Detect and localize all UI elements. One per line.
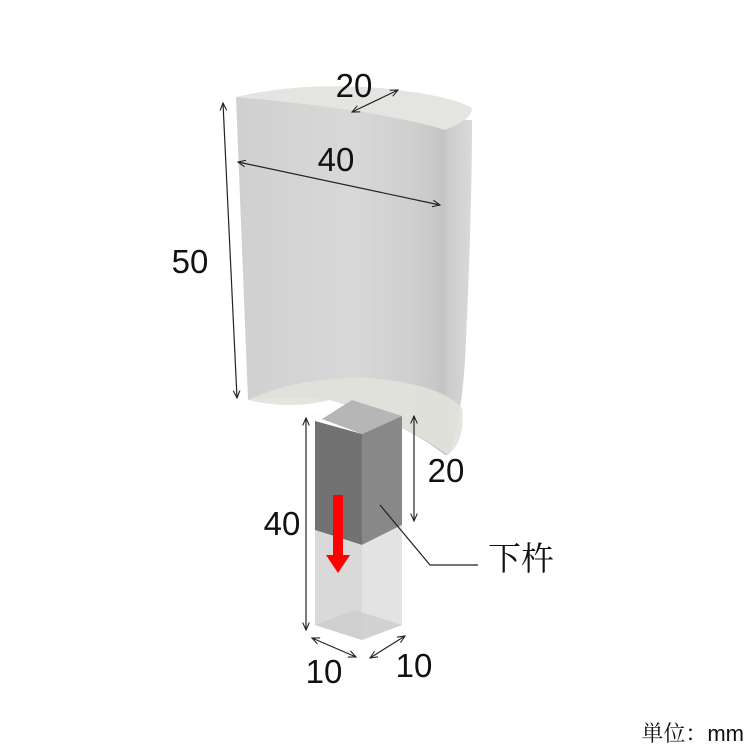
label-upper-height: 50 — [171, 243, 209, 280]
label-insertion-depth: 20 — [427, 452, 465, 489]
lower-punch — [315, 400, 402, 640]
lower-punch-right-dark-face — [362, 416, 402, 545]
label-upper-depth: 20 — [335, 67, 373, 104]
label-upper-width: 40 — [317, 141, 355, 178]
dim-line-upper-height — [223, 103, 237, 398]
unit-label: 単位：mm — [641, 721, 744, 746]
label-lower-width: 10 — [305, 653, 343, 690]
label-lower-depth: 10 — [395, 647, 433, 684]
label-lower-height: 40 — [263, 505, 301, 542]
label-lower-part: 下杵 — [488, 540, 554, 577]
arrow-shaft — [333, 495, 343, 557]
